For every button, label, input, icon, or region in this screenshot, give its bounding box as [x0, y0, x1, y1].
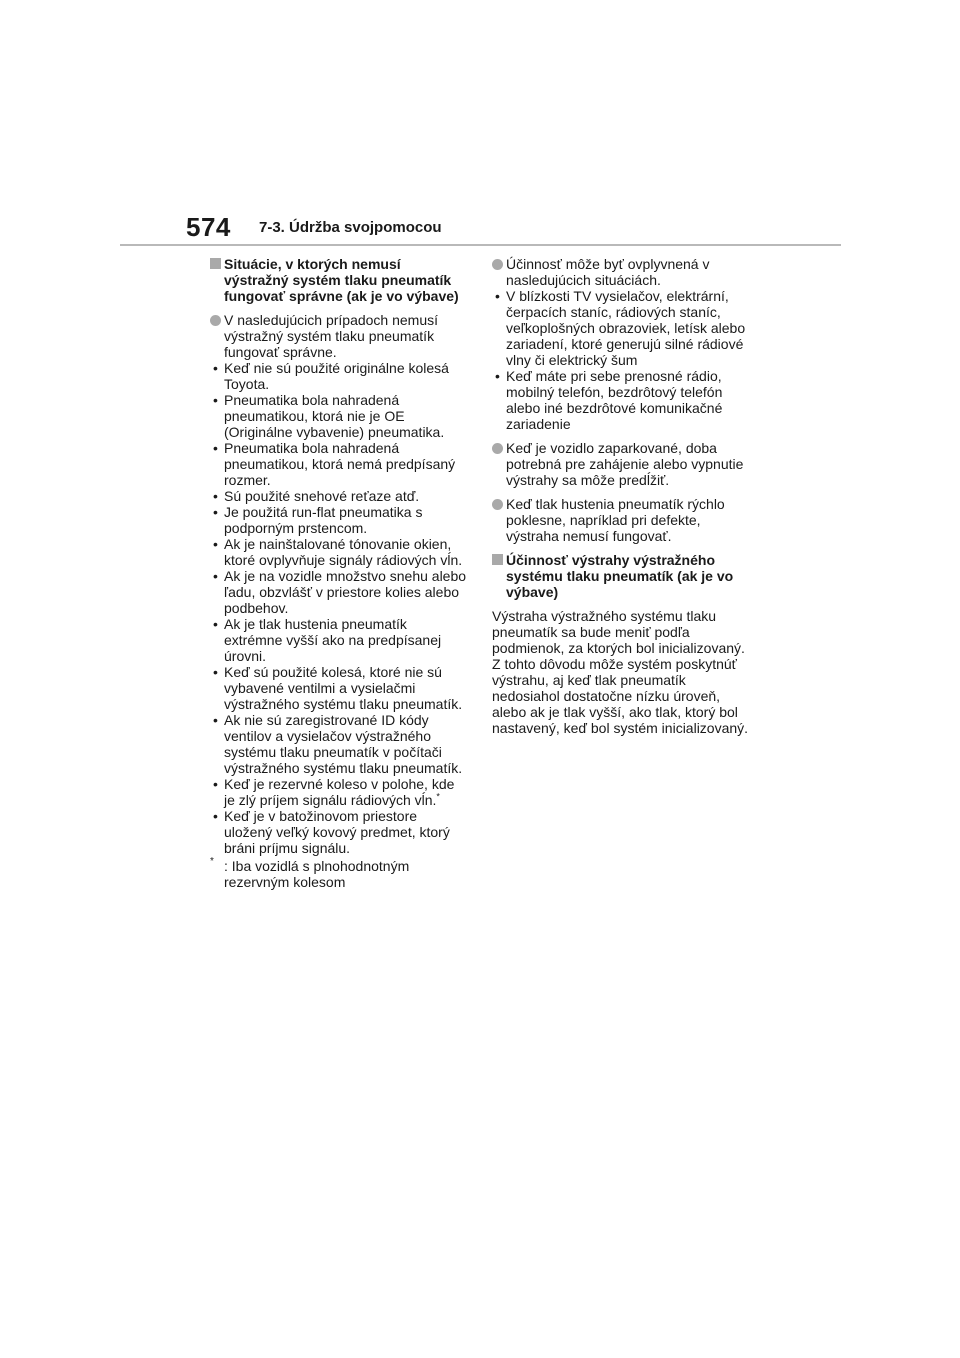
- right-heading-block: [492, 552, 750, 600]
- right-bullet2: Keď je vozidlo zaparkované, doba potrebná pre zahájenie alebo vypnutie výstrahy sa môže predĺžiť.: [506, 440, 744, 488]
- right-bullet-block-3: [492, 496, 750, 544]
- list-item: • Ak je na vozidle množstvo snehu alebo ľadu, obzvlášť v priestore kolies alebo podbehov.: [210, 568, 468, 616]
- list-item: • V blízkosti TV vysielačov, elektrární, čerpacích staníc, rádiových staníc, veľkoplošných obrazoviek, letísk alebo zariadení, ktoré generujú silné rádiové vlny či elektrický šum: [492, 288, 750, 368]
- left-intro: V nasledujúcich prípadoch nemusí výstražný systém tlaku pneumatík fungovať správne.: [224, 312, 439, 360]
- circle-bullet-icon: [492, 499, 503, 510]
- circle-bullet-icon: [492, 443, 503, 454]
- list-item: • Keď je rezervné koleso v polohe, kde je zlý príjem signálu rádiových vĺn.*: [210, 776, 468, 808]
- section-title: 7-3. Údržba svojpomocou: [259, 219, 442, 236]
- list-item: • Keď je v batožinovom priestore uložený veľký kovový predmet, ktorý bráni príjmu signálu.: [210, 808, 468, 856]
- square-bullet-icon: [210, 258, 221, 269]
- left-column: [210, 256, 468, 898]
- footnote-ref: *: [436, 791, 440, 802]
- list-item: • Ak nie sú zaregistrované ID kódy ventilov a vysielačov výstražného systému tlaku pneumatík v počítači výstražného systému tlaku pneumatík.: [210, 712, 468, 776]
- right-heading: Účinnosť výstrahy výstražného systému tlaku pneumatík (ak je vo výbave): [506, 552, 734, 600]
- header-divider: [120, 244, 841, 246]
- square-bullet-icon: [492, 554, 503, 565]
- right-bullet3: Keď tlak hustenia pneumatík rýchlo poklesne, napríklad pri defekte, výstraha nemusí fungovať.: [506, 496, 725, 544]
- left-list: [224, 360, 468, 856]
- right-list: [506, 288, 750, 432]
- page-number: 574: [186, 212, 231, 242]
- list-item: • Je použitá run-flat pneumatika s podporným prstencom.: [210, 504, 468, 536]
- left-heading-block: [210, 256, 468, 304]
- list-item: • Ak je tlak hustenia pneumatík extrémne vyšší ako na predpísanej úrovni.: [210, 616, 468, 664]
- right-bullet-block-2: [492, 440, 750, 488]
- page-header: [0, 0, 960, 250]
- left-bullet-block: [210, 312, 468, 890]
- list-item: • Keď sú použité kolesá, ktoré nie sú vybavené ventilmi a vysielačmi výstražného systému tlaku pneumatík.: [210, 664, 468, 712]
- list-item: • Keď máte pri sebe prenosné rádio, mobilný telefón, bezdrôtový telefón alebo iné bezdrôtové komunikačné zariadenie: [492, 368, 750, 432]
- list-item: • Keď nie sú použité originálne kolesá Toyota.: [210, 360, 468, 392]
- list-item: • Pneumatika bola nahradená pneumatikou, ktorá nie je OE (Originálne vybavenie) pneumatika.: [210, 392, 468, 440]
- footnote-text: : Iba vozidlá s plnohodnotným rezervným kolesom: [224, 858, 410, 890]
- circle-bullet-icon: [492, 259, 503, 270]
- list-item: • Sú použité snehové reťaze atď.: [210, 488, 468, 504]
- right-paragraph-1: Výstraha výstražného systému tlaku pneumatík sa bude meniť podľa podmienok, za ktorých bol inicializovaný.: [492, 608, 745, 656]
- list-item: • Pneumatika bola nahradená pneumatikou, ktorá nemá predpísaný rozmer.: [210, 440, 468, 488]
- right-column: [492, 256, 750, 736]
- right-bullet1-intro: Účinnosť môže byť ovplyvnená v nasledujúcich situáciách.: [506, 256, 710, 288]
- right-bullet-block-1: [492, 256, 750, 432]
- footnote: [210, 858, 468, 890]
- footnote-mark: *: [210, 856, 214, 867]
- right-paragraph-2: Z tohto dôvodu môže systém poskytnúť výstrahu, aj keď tlak pneumatík nedosiahol dostatočne nízku úroveň, alebo ak je tlak vyšší, ako tlak, ktorý bol nastavený, keď bol systém inicializovaný.: [492, 656, 749, 736]
- circle-bullet-icon: [210, 315, 221, 326]
- left-heading: Situácie, v ktorých nemusí výstražný systém tlaku pneumatík fungovať správne (ak je vo výbave): [224, 256, 459, 304]
- list-item: • Ak je nainštalované tónovanie okien, ktoré ovplyvňuje signály rádiových vĺn.: [210, 536, 468, 568]
